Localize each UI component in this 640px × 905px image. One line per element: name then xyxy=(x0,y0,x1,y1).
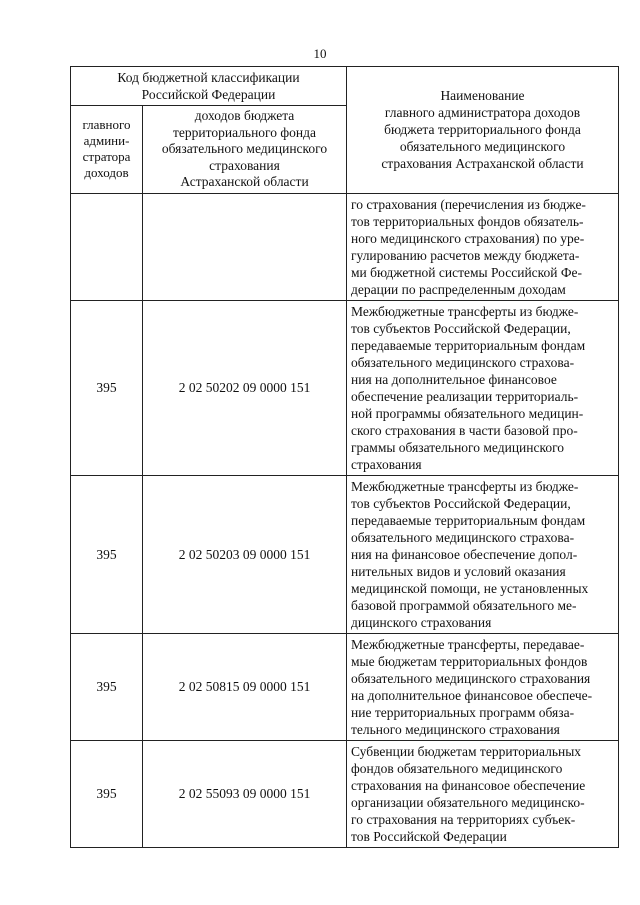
income-name-line: Межбюджетные трансферты из бюдже- xyxy=(351,478,579,494)
header-administrator-name xyxy=(347,67,619,194)
header-name-line: бюджета территориального фонда xyxy=(384,122,581,138)
income-name-line: тельного медицинского страхования xyxy=(351,721,560,737)
income-name-line: го страхования на территориях субъек- xyxy=(351,811,576,827)
income-name-line: обязательного медицинского страхования xyxy=(351,670,591,686)
income-name-cell xyxy=(347,475,619,633)
income-name-line: нительных видов и условий оказания xyxy=(351,563,566,579)
income-name-line: ния на дополнительное финансовое xyxy=(351,371,557,387)
admin-code-cell: 395 xyxy=(71,740,143,847)
header-income-line: Астраханской области xyxy=(180,174,309,189)
header-admin-line: главного xyxy=(82,117,131,133)
income-name-line: Межбюджетные трансферты, передавае- xyxy=(351,636,585,652)
income-name-line: базовой программой обязательного ме- xyxy=(351,597,577,613)
header-name-line: Наименование xyxy=(440,88,525,104)
income-name-line: дицинского страхования xyxy=(351,614,492,630)
income-name-line: тов субъектов Российской Федерации, xyxy=(351,495,571,511)
income-code-cell: 2 02 50202 09 0000 151 xyxy=(143,300,347,475)
income-name-line: обязательного медицинского страхова- xyxy=(351,354,575,370)
header-income-line: страхования xyxy=(209,157,280,173)
income-name-line: фондов обязательного медицинского xyxy=(351,760,563,776)
income-name-line: страхования на финансовое обеспечение xyxy=(351,777,586,793)
income-name-line: тов субъектов Российской Федерации, xyxy=(351,320,571,336)
income-name-line: ного медицинского страхования) по уре- xyxy=(351,230,585,246)
income-name-line: медицинской помощи, не установленных xyxy=(351,580,589,596)
income-name-line: ния на финансовое обеспечение допол- xyxy=(351,546,578,562)
income-name-line: передаваемые территориальным фондам xyxy=(351,512,586,528)
header-admin-line: доходов xyxy=(84,165,129,181)
income-code-cell: 2 02 55093 09 0000 151 xyxy=(143,740,347,847)
budget-classification-table xyxy=(70,66,619,848)
income-name-cell xyxy=(347,740,619,847)
header-fund-income xyxy=(143,106,347,194)
income-name-line: обеспечение реализации территориаль- xyxy=(351,388,579,404)
admin-code-cell xyxy=(71,193,143,300)
table-row xyxy=(71,740,619,847)
income-name-line: го страхования (перечисления из бюдже- xyxy=(351,196,586,212)
income-name-line: ми бюджетной системы Российской Фе- xyxy=(351,264,583,280)
page-number: 10 xyxy=(313,46,327,61)
income-name-line: Субвенции бюджетам территориальных xyxy=(351,743,582,759)
income-name-line: тов территориальных фондов обязатель- xyxy=(351,213,584,229)
header-income-line: доходов бюджета xyxy=(194,108,295,123)
income-name-line: граммы обязательного медицинского xyxy=(351,439,565,455)
header-admin-line: админи- xyxy=(83,133,130,149)
header-classification-line: Российской Федерации xyxy=(141,87,276,102)
admin-code-cell: 395 xyxy=(71,300,143,475)
income-code-cell: 2 02 50203 09 0000 151 xyxy=(143,475,347,633)
table-row xyxy=(71,475,619,633)
header-classification-line: Код бюджетной классификации xyxy=(117,70,300,85)
income-name-line: ной программы обязательного медицин- xyxy=(351,405,584,421)
admin-code-cell: 395 xyxy=(71,475,143,633)
income-name-cell xyxy=(347,300,619,475)
table-row xyxy=(71,193,619,300)
income-name-line: обязательного медицинского страхова- xyxy=(351,529,575,545)
table-row xyxy=(71,633,619,740)
income-name-line: страхования xyxy=(351,456,422,472)
income-name-line: тов Российской Федерации xyxy=(351,828,507,844)
income-name-line: дерации по распределенным доходам xyxy=(351,281,566,297)
income-code-cell xyxy=(143,193,347,300)
income-name-line: Межбюджетные трансферты из бюдже- xyxy=(351,303,579,319)
income-code-cell: 2 02 50815 09 0000 151 xyxy=(143,633,347,740)
header-admin-line: стратора xyxy=(82,149,131,165)
income-name-line: организации обязательного медицинско- xyxy=(351,794,585,810)
income-name-line: мые бюджетам территориальных фондов xyxy=(351,653,588,669)
income-name-line: гулированию расчетов между бюджета- xyxy=(351,247,580,263)
income-name-cell xyxy=(347,193,619,300)
table-header xyxy=(71,67,619,194)
income-name-line: ние территориальных программ обяза- xyxy=(351,704,575,720)
admin-code-cell: 395 xyxy=(71,633,143,740)
income-name-line: передаваемые территориальным фондам xyxy=(351,337,586,353)
table-body xyxy=(71,193,619,847)
header-main-administrator xyxy=(71,106,143,194)
income-name-line: на дополнительное финансовое обеспече- xyxy=(351,687,593,703)
header-income-line: территориального фонда xyxy=(173,124,316,140)
header-classification-code xyxy=(71,67,347,106)
header-name-line: главного администратора доходов xyxy=(384,105,581,121)
header-name-line: страхования Астраханской области xyxy=(381,156,584,172)
header-income-line: обязательного медицинского xyxy=(161,141,328,156)
income-name-cell xyxy=(347,633,619,740)
header-name-line: обязательного медицинского xyxy=(399,139,566,155)
income-name-line: ского страхования в части базовой про- xyxy=(351,422,578,438)
table-row xyxy=(71,300,619,475)
